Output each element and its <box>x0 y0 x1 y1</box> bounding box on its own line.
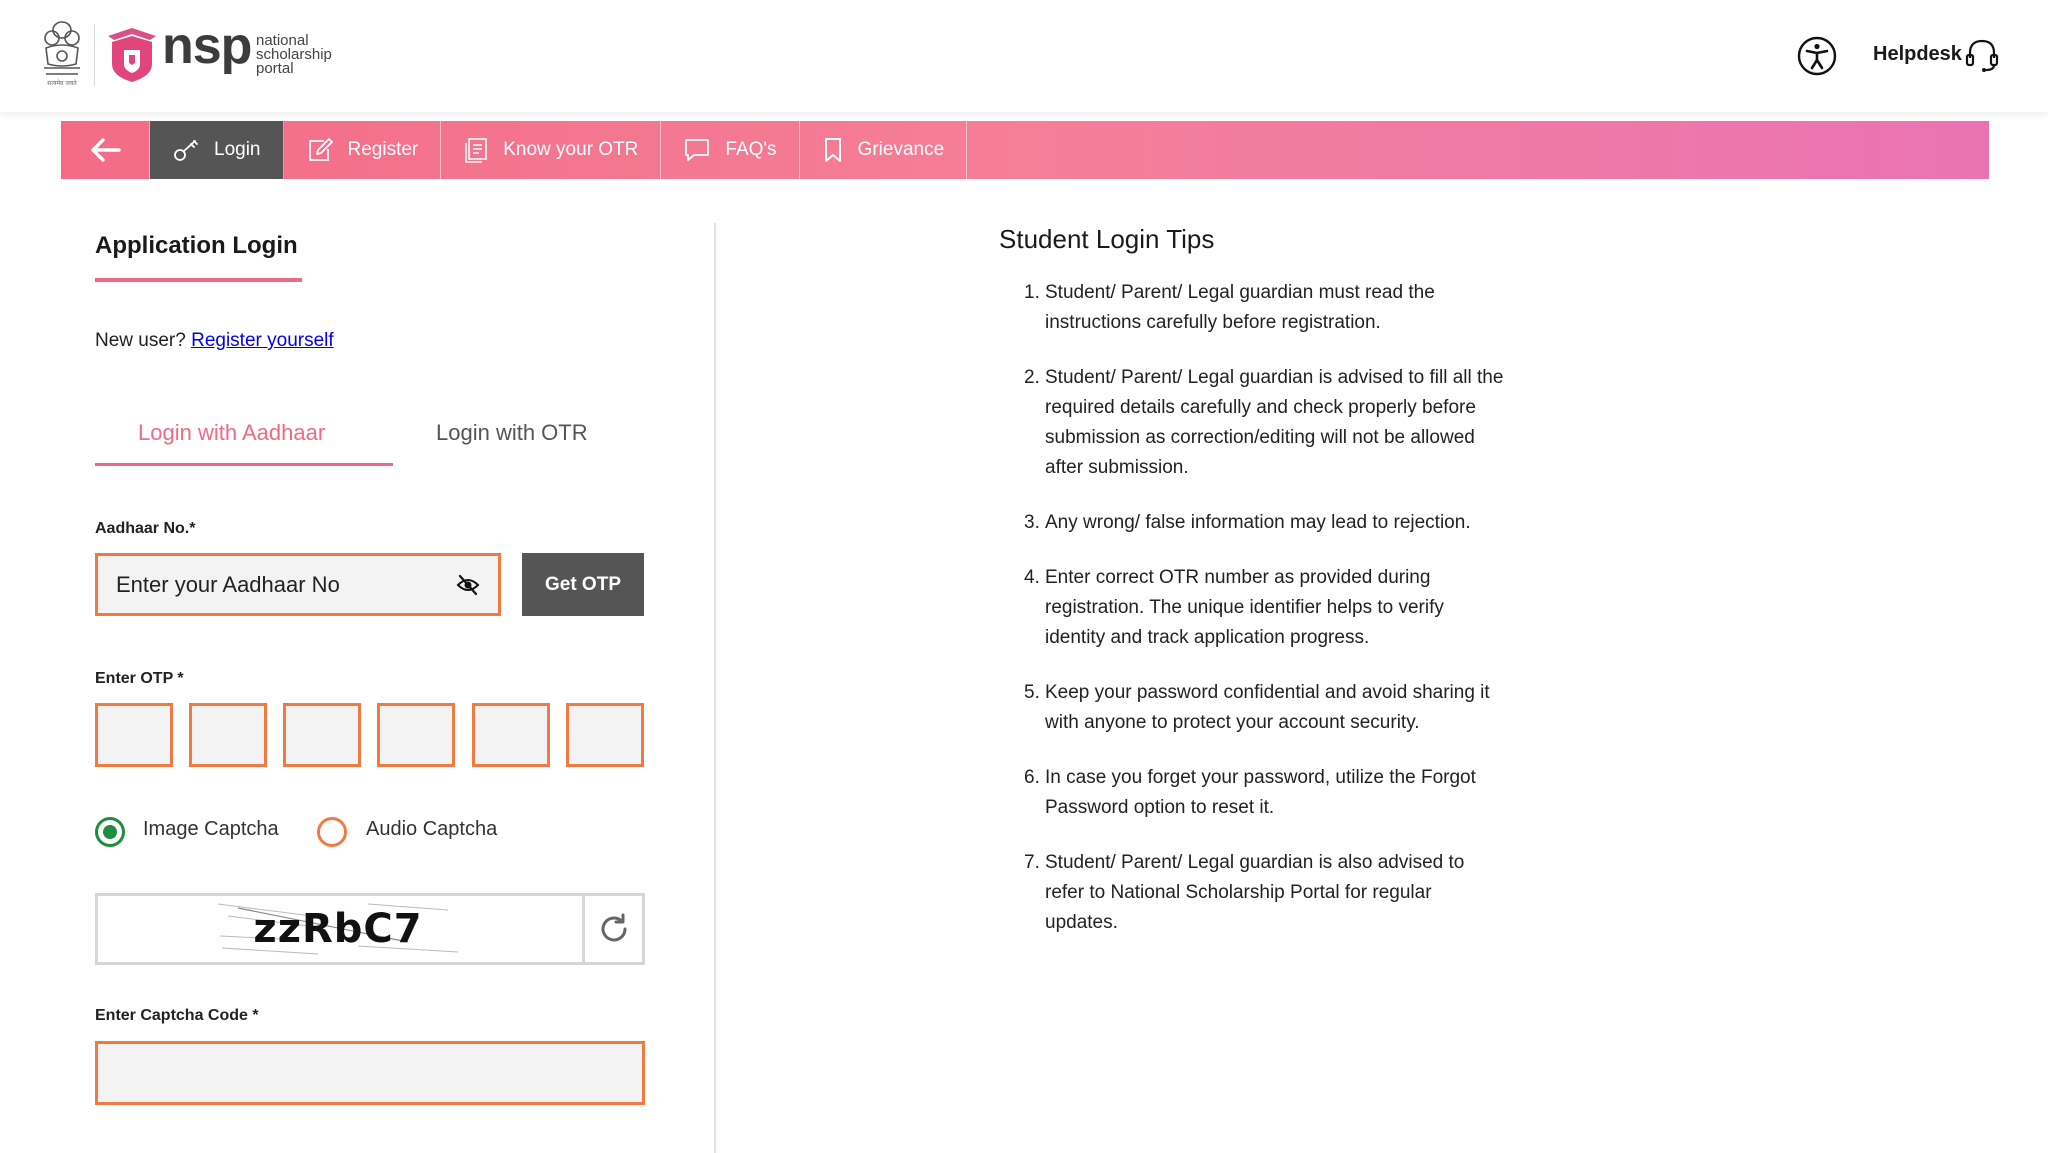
nav-item-label: Register <box>347 139 419 160</box>
logo-divider <box>94 24 95 86</box>
otp-digit-4[interactable] <box>377 703 455 767</box>
tip-item: 1. Student/ Parent/ Legal guardian must read the instructions carefully before registration. <box>1024 282 1435 333</box>
captcha-image <box>208 896 468 962</box>
otp-digit-1[interactable] <box>95 703 173 767</box>
nav-item-login[interactable] <box>150 121 284 179</box>
logo-subtitle: national scholarship portal <box>256 32 332 77</box>
get-otp-button[interactable]: Get OTP <box>522 553 644 616</box>
nav-item-label: Login <box>214 139 261 160</box>
image-captcha-label: Image Captcha <box>143 818 279 840</box>
nav-item-label: FAQ's <box>725 139 777 160</box>
active-tab-indicator <box>95 463 393 466</box>
nav-item-know-your-otr[interactable] <box>441 121 661 179</box>
nav-item-label: Grievance <box>857 139 945 160</box>
refresh-icon <box>598 913 630 945</box>
tips-title: Student Login Tips <box>999 224 1215 254</box>
accessibility-icon[interactable] <box>1797 36 1837 76</box>
new-user-text: New user? <box>95 330 192 351</box>
tip-item: 4. Enter correct OTR number as provided during registration. The unique identifier helps to verify identity and track application progress. <box>1024 567 1444 648</box>
image-captcha-radio[interactable] <box>95 817 125 847</box>
captcha-text: zzRbC7 <box>253 906 423 952</box>
helpdesk-link[interactable]: Helpdesk <box>1873 43 1962 65</box>
otp-digit-5[interactable] <box>472 703 550 767</box>
nav-item-faqs[interactable] <box>661 121 799 179</box>
main-nav <box>61 121 1989 179</box>
tips-list <box>1024 278 1504 963</box>
otp-digit-3[interactable] <box>283 703 361 767</box>
page-title: Application Login <box>95 232 298 259</box>
document-icon <box>463 137 489 163</box>
otp-digit-6[interactable] <box>566 703 644 767</box>
captcha-refresh-button[interactable] <box>582 896 642 962</box>
tip-item: 3. Any wrong/ false information may lead to rejection. <box>1024 512 1471 533</box>
headset-icon[interactable] <box>1964 36 2000 74</box>
title-underline <box>95 278 302 282</box>
panel-divider <box>714 223 716 1153</box>
otp-label: Enter OTP * <box>95 670 184 687</box>
eye-off-icon[interactable] <box>456 574 480 596</box>
register-link[interactable]: Register yourself <box>191 330 334 351</box>
tip-item: 5. Keep your password confidential and avoid sharing it with anyone to protect your account security. <box>1024 682 1490 733</box>
nav-item-register[interactable] <box>284 121 442 179</box>
nsp-logo-icon <box>104 26 160 84</box>
aadhaar-placeholder: Enter your Aadhaar No <box>116 571 340 597</box>
new-user-line <box>95 330 334 352</box>
otp-digit-2[interactable] <box>189 703 267 767</box>
logo-wordmark: nsp <box>162 17 252 75</box>
tip-item: 6. In case you forget your password, utilize the Forgot Password option to reset it. <box>1024 767 1476 818</box>
tab-login-with-otr[interactable]: Login with OTR <box>436 420 588 445</box>
tip-item: 7. Student/ Parent/ Legal guardian is also advised to refer to National Scholarship Portal for regular updates. <box>1024 852 1465 933</box>
svg-text:सत्यमेव जयते: सत्यमेव जयते <box>47 80 77 87</box>
tip-item: 2. Student/ Parent/ Legal guardian is advised to fill all the required details carefully and check properly before submission as correction/editing will not be allowed after submission. <box>1024 367 1504 478</box>
header <box>0 0 2048 112</box>
bookmark-icon <box>822 137 844 163</box>
aadhaar-input[interactable] <box>95 553 501 616</box>
edit-icon <box>306 137 334 163</box>
aadhaar-label: Aadhaar No.* <box>95 520 196 537</box>
national-emblem-icon <box>40 18 84 88</box>
audio-captcha-label: Audio Captcha <box>366 818 498 840</box>
chat-icon <box>683 137 711 163</box>
key-icon <box>172 137 200 163</box>
audio-captcha-radio[interactable] <box>317 817 347 847</box>
tab-login-with-aadhaar[interactable]: Login with Aadhaar <box>138 420 326 445</box>
arrow-left-icon <box>89 137 121 163</box>
captcha-code-label: Enter Captcha Code * <box>95 1007 259 1024</box>
nav-item-grievance[interactable] <box>800 121 968 179</box>
nav-item-label: Know your OTR <box>503 139 639 160</box>
back-button[interactable] <box>61 121 150 179</box>
captcha-box <box>95 893 645 965</box>
captcha-code-input[interactable] <box>95 1041 645 1105</box>
